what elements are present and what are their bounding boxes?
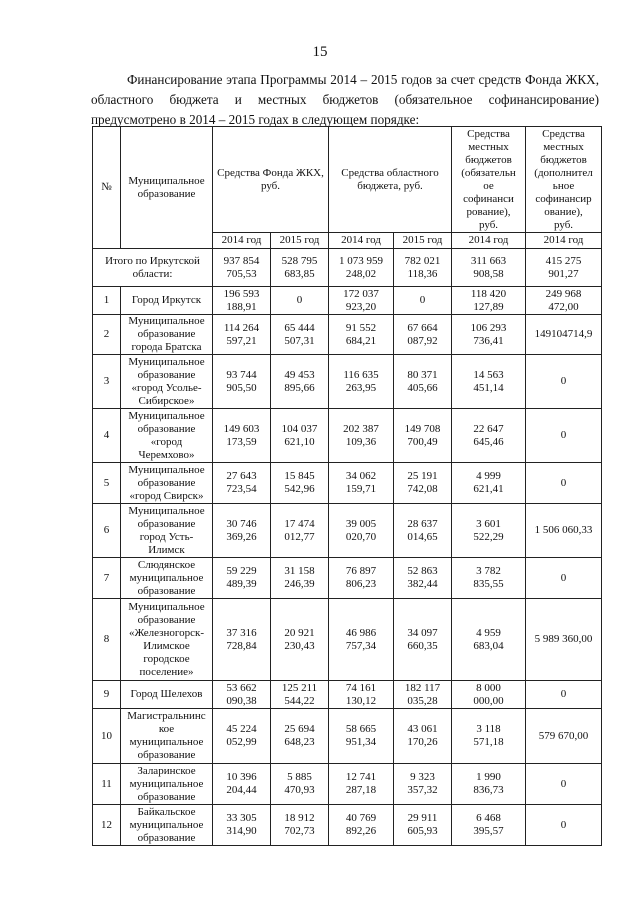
table-cell: 125 211 544,22 [271, 681, 329, 709]
table-cell: 311 663 908,58 [452, 249, 526, 287]
table-cell: 67 664 087,92 [394, 315, 452, 355]
table-cell: 9 323 357,32 [394, 764, 452, 805]
year-header: 2015 год [394, 233, 452, 249]
table-cell: 30 746 369,26 [213, 504, 271, 558]
table-cell: 76 897 806,23 [329, 558, 394, 599]
table-cell: 34 097 660,35 [394, 599, 452, 681]
table-cell: 182 117 035,28 [394, 681, 452, 709]
table-row [93, 681, 602, 709]
table-cell: 149104714,9 [526, 315, 602, 355]
row-number: 9 [93, 681, 121, 709]
table-cell: 118 420 127,89 [452, 287, 526, 315]
table-row [93, 764, 602, 805]
table-cell: 25 694 648,23 [271, 709, 329, 764]
header-municipality: Муниципальное образование [121, 127, 213, 249]
table-cell: 37 316 728,84 [213, 599, 271, 681]
table-cell: 58 665 951,34 [329, 709, 394, 764]
table-cell: 40 769 892,26 [329, 805, 394, 846]
municipality-name: Муниципальное образование «город Свирск» [121, 463, 213, 504]
table-cell: 196 593 188,91 [213, 287, 271, 315]
table-row [93, 504, 602, 558]
table-cell: 15 845 542,96 [271, 463, 329, 504]
row-number: 6 [93, 504, 121, 558]
table-row [93, 805, 602, 846]
municipality-name: Байкальское муниципальное образование [121, 805, 213, 846]
table-cell: 0 [526, 355, 602, 409]
row-number: 8 [93, 599, 121, 681]
row-number: 11 [93, 764, 121, 805]
row-number: 1 [93, 287, 121, 315]
row-number: 3 [93, 355, 121, 409]
table-cell: 0 [526, 463, 602, 504]
header-number: № [93, 127, 121, 249]
table-row [93, 558, 602, 599]
table-cell: 4 959 683,04 [452, 599, 526, 681]
table-cell: 34 062 159,71 [329, 463, 394, 504]
table-row [93, 315, 602, 355]
table-cell: 149 603 173,59 [213, 409, 271, 463]
intro-paragraph: Финансирование этапа Программы 2014 – 2015 годов за счет средств Фонда ЖКХ, областного бюджета и местных бюджетов (обязательное софинансирование) предусмотрено в 2014 – 2015 годах в следующем порядке: [91, 72, 599, 127]
table-cell: 1 073 959 248,02 [329, 249, 394, 287]
table-row [93, 709, 602, 764]
table-cell: 18 912 702,73 [271, 805, 329, 846]
table-cell: 0 [526, 558, 602, 599]
table-cell: 22 647 645,46 [452, 409, 526, 463]
table-cell: 20 921 230,43 [271, 599, 329, 681]
table-cell: 91 552 684,21 [329, 315, 394, 355]
table-cell: 14 563 451,14 [452, 355, 526, 409]
table-cell: 937 854 705,53 [213, 249, 271, 287]
municipality-name: Муниципальное образование «город Усолье- Сибирское» [121, 355, 213, 409]
table-row [93, 409, 602, 463]
municipality-name: Город Шелехов [121, 681, 213, 709]
table-cell: 3 782 835,55 [452, 558, 526, 599]
year-header: 2014 год [329, 233, 394, 249]
table-cell: 149 708 700,49 [394, 409, 452, 463]
municipality-name: Заларинское муниципальное образование [121, 764, 213, 805]
table-cell: 249 968 472,00 [526, 287, 602, 315]
row-number: 10 [93, 709, 121, 764]
table-cell: 528 795 683,85 [271, 249, 329, 287]
table-cell: 31 158 246,39 [271, 558, 329, 599]
table-row [93, 287, 602, 315]
table-cell: 1 506 060,33 [526, 504, 602, 558]
year-header: 2014 год [213, 233, 271, 249]
total-row [93, 249, 602, 287]
table-cell: 0 [526, 805, 602, 846]
table-cell: 65 444 507,31 [271, 315, 329, 355]
row-number: 5 [93, 463, 121, 504]
row-number: 12 [93, 805, 121, 846]
table-cell: 6 468 395,57 [452, 805, 526, 846]
row-number: 4 [93, 409, 121, 463]
table-cell: 4 999 621,41 [452, 463, 526, 504]
table-row [93, 599, 602, 681]
year-header: 2014 год [452, 233, 526, 249]
financing-table [92, 126, 602, 846]
table-cell: 52 863 382,44 [394, 558, 452, 599]
table-cell: 579 670,00 [526, 709, 602, 764]
table-cell: 0 [526, 764, 602, 805]
table-cell: 49 453 895,66 [271, 355, 329, 409]
table-cell: 106 293 736,41 [452, 315, 526, 355]
municipality-name: Муниципальное образование «Железногорск- Илимское городское поселение» [121, 599, 213, 681]
table-cell: 43 061 170,26 [394, 709, 452, 764]
table-cell: 104 037 621,10 [271, 409, 329, 463]
table-row [93, 355, 602, 409]
municipality-name: Город Иркутск [121, 287, 213, 315]
table-cell: 80 371 405,66 [394, 355, 452, 409]
year-header: 2015 год [271, 233, 329, 249]
municipality-name: Муниципальное образование город Усть- Илимск [121, 504, 213, 558]
table-cell: 39 005 020,70 [329, 504, 394, 558]
table-cell: 12 741 287,18 [329, 764, 394, 805]
total-label: Итого по Иркутской области: [93, 249, 213, 287]
header-local-mandatory: Средства местных бюджетов (обязательн ое софинанси рование), руб. [452, 127, 526, 233]
table-cell: 46 986 757,34 [329, 599, 394, 681]
year-header: 2014 год [526, 233, 602, 249]
table-cell: 33 305 314,90 [213, 805, 271, 846]
header-local-additional: Средства местных бюджетов (дополнител ьное софинансир ование), руб. [526, 127, 602, 233]
header-regional-budget: Средства областного бюджета, руб. [329, 127, 452, 233]
table-cell: 202 387 109,36 [329, 409, 394, 463]
table-cell: 116 635 263,95 [329, 355, 394, 409]
table-cell: 5 989 360,00 [526, 599, 602, 681]
municipality-name: Магистральнинс кое муниципальное образование [121, 709, 213, 764]
table-cell: 0 [526, 409, 602, 463]
table-cell: 3 601 522,29 [452, 504, 526, 558]
table-cell: 53 662 090,38 [213, 681, 271, 709]
table-cell: 0 [526, 681, 602, 709]
table-row [93, 463, 602, 504]
page-number: 15 [312, 44, 328, 60]
table-cell: 782 021 118,36 [394, 249, 452, 287]
table-cell: 415 275 901,27 [526, 249, 602, 287]
row-number: 7 [93, 558, 121, 599]
table-cell: 172 037 923,20 [329, 287, 394, 315]
table-cell: 74 161 130,12 [329, 681, 394, 709]
table-cell: 0 [271, 287, 329, 315]
table-cell: 28 637 014,65 [394, 504, 452, 558]
table-cell: 25 191 742,08 [394, 463, 452, 504]
table-cell: 17 474 012,77 [271, 504, 329, 558]
table-cell: 8 000 000,00 [452, 681, 526, 709]
table-cell: 10 396 204,44 [213, 764, 271, 805]
table-cell: 1 990 836,73 [452, 764, 526, 805]
table-cell: 93 744 905,50 [213, 355, 271, 409]
row-number: 2 [93, 315, 121, 355]
header-fund: Средства Фонда ЖКХ, руб. [213, 127, 329, 233]
table-cell: 59 229 489,39 [213, 558, 271, 599]
municipality-name: Муниципальное образование «город Черемхово» [121, 409, 213, 463]
table-cell: 29 911 605,93 [394, 805, 452, 846]
table-cell: 0 [394, 287, 452, 315]
table-cell: 5 885 470,93 [271, 764, 329, 805]
table-cell: 45 224 052,99 [213, 709, 271, 764]
municipality-name: Муниципальное образование города Братска [121, 315, 213, 355]
table-cell: 3 118 571,18 [452, 709, 526, 764]
table-cell: 27 643 723,54 [213, 463, 271, 504]
table-cell: 114 264 597,21 [213, 315, 271, 355]
municipality-name: Слюдянское муниципальное образование [121, 558, 213, 599]
